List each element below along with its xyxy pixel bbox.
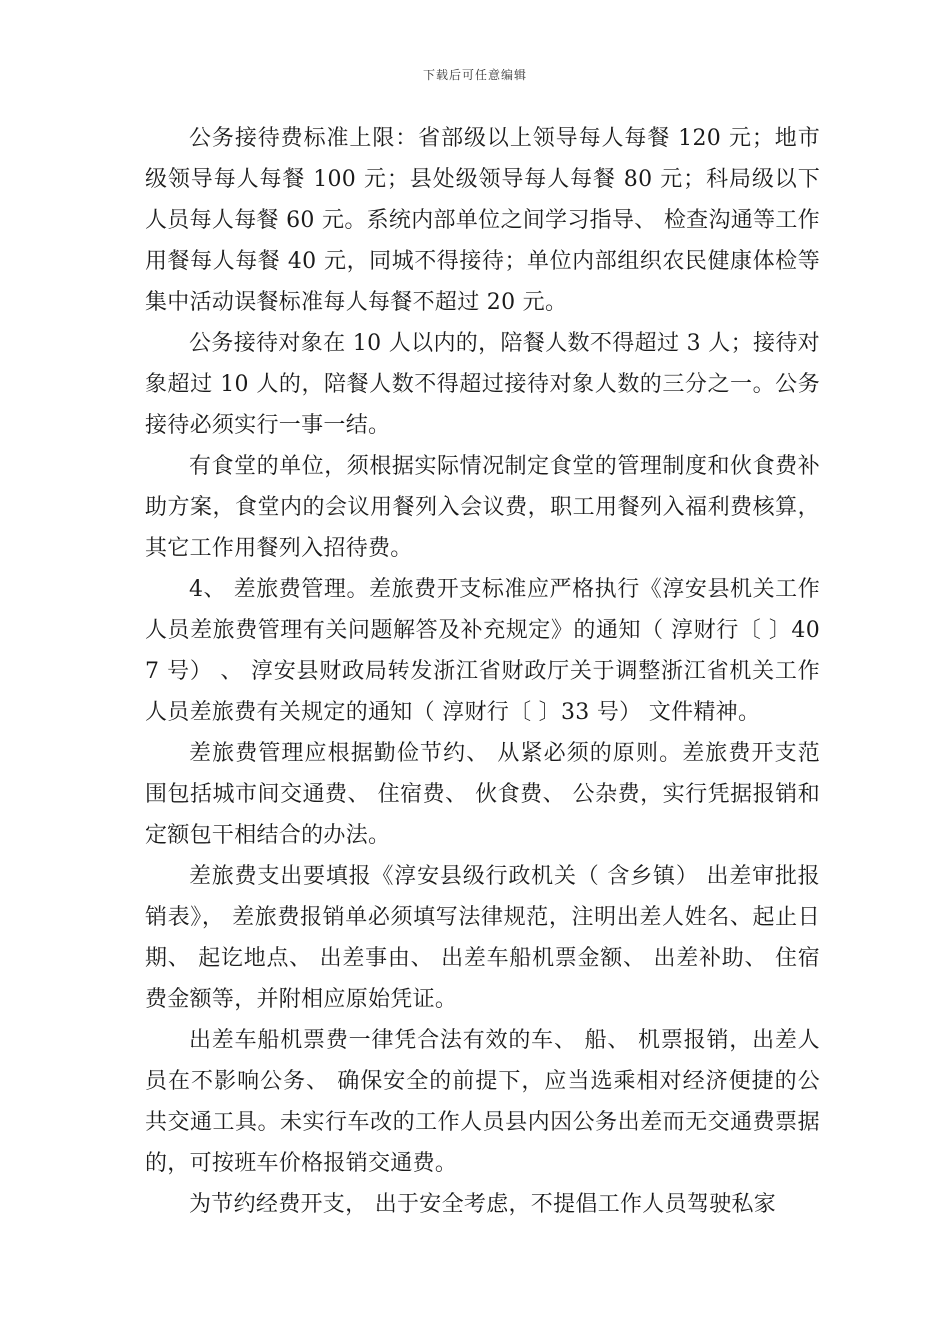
paragraph-transport-tickets: 出差车船机票费一律凭合法有效的车、 船、 机票报销，出差人员在不影响公务、 确保安全的前提下，应当选乘相对经济便捷的公共交通工具。未实行车改的工作人员县内因公务出差而无交通费票据的，可按班车价格报销交通费。: [145, 1028, 820, 1176]
document-body: [145, 118, 820, 1225]
paragraph-travel-principles: 差旅费管理应根据勤俭节约、 从紧必须的原则。差旅费开支范围包括城市间交通费、 住宿费、 伙食费、 公杂费，实行凭据报销和定额包干相结合的办法。: [145, 741, 820, 848]
paragraph-canteen: 有食堂的单位，须根据实际情况制定食堂的管理制度和伙食费补助方案，食堂内的会议用餐列入会议费，职工用餐列入福利费核算，其它工作用餐列入招待费。: [145, 454, 820, 561]
paragraph-travel-management: 4、 差旅费管理。差旅费开支标准应严格执行《淳安县机关工作人员差旅费管理有关问题解答及补充规定》的通知（ 淳财行〔 〕407 号） 、 淳安县财政局转发浙江省财政厅关于调整浙江省机关工作人员差旅费有关规定的通知（ 淳财行〔 〕33 号） 文件精神。: [145, 577, 820, 725]
page-header: 下载后可任意编辑: [422, 68, 527, 82]
paragraph-travel-forms: 差旅费支出要填报《淳安县级行政机关（ 含乡镇） 出差审批报销表》， 差旅费报销单必须填写法律规范，注明出差人姓名、起止日期、 起讫地点、 出差事由、 出差车船机票金额、 出差补助、 住宿费金额等，并附相应原始凭证。: [145, 864, 820, 1012]
paragraph-reception-standards: 公务接待费标准上限：省部级以上领导每人每餐 120 元；地市级领导每人每餐 100 元；县处级领导每人每餐 80 元；科局级以下人员每人每餐 60 元。系统内部单位之间学习指导、 检查沟通等工作用餐每人每餐 40 元，同城不得接待；单位内部组织农民健康体检等集中活动误餐标准每人每餐不超过 20 元。: [145, 126, 820, 315]
paragraph-reception-headcount: 公务接待对象在 10 人以内的，陪餐人数不得超过 3 人；接待对象超过 10 人的，陪餐人数不得超过接待对象人数的三分之一。公务接待必须实行一事一结。: [145, 331, 820, 438]
paragraph-private-car: 为节约经费开支， 出于安全考虑，不提倡工作人员驾驶私家: [189, 1192, 777, 1217]
